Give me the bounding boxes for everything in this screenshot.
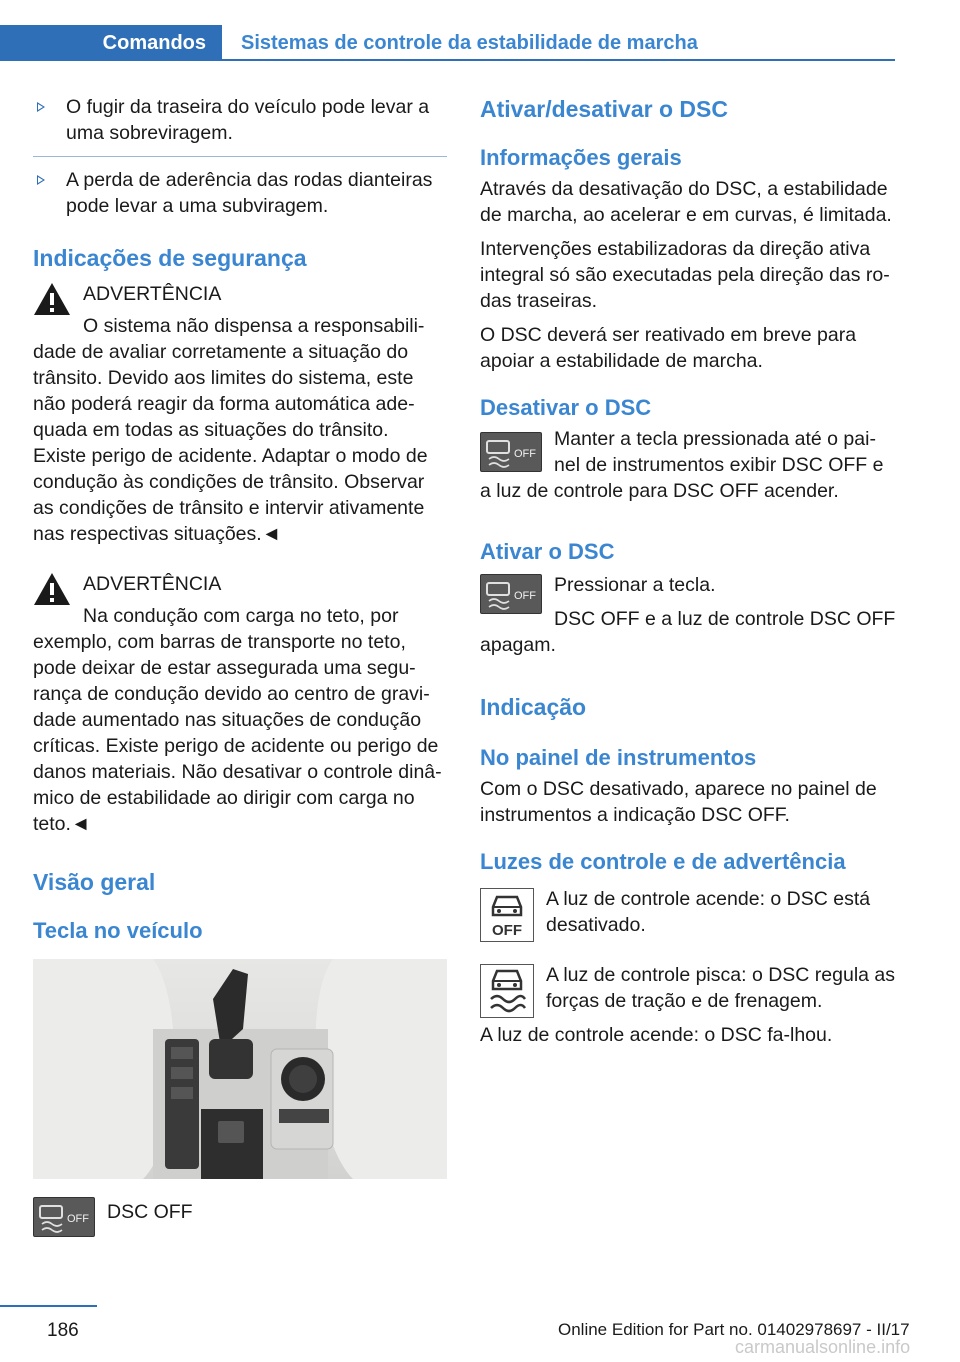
dsc-off-lamp-icon [480,888,534,942]
dsc-lamp-icon [480,964,534,1018]
watermark-text: carmanualsonline.info [735,1337,911,1357]
warning-text: Na condução com carga no teto, por exemplo, com barras de transporte no teto, pode deixar de estar assegurada uma segu‐rança de condução devido ao centro de gravi‐dade aumentado nas situações de condução críticas. Existe perigo de acidente ou perigo de danos materiais. Não desativar o controle dinâ‐mico de estabilidade ao dirigir com carga no teto.◄ [33,605,442,835]
light-row [480,962,896,1048]
warning-label: ADVERTÊNCIA [83,283,222,305]
key-off-label: OFF [514,448,536,460]
safety-heading: Indicações de segurança [33,245,307,271]
dsc-off-key-icon [33,1197,95,1237]
deactivate-text: Manter a tecla pressionada até o pai‐nel de instrumentos exibir DSC OFF e a luz de controle para DSC OFF acender. [480,428,884,502]
general-paragraph: Através da desativação do DSC, a estabilidade de marcha, ao acelerar e em curvas, é limitada. [480,178,892,226]
indication-heading: Indicação [480,694,587,720]
lights-heading: Luzes de controle e de advertência [480,849,846,874]
key-off-label: OFF [67,1213,89,1225]
bullet-text: A perda de aderência das rodas dianteiras pode levar a uma subviragem. [66,169,433,217]
light-text: A luz de controle acende: o DSC está desativado. [546,888,871,936]
warning-label: ADVERTÊNCIA [83,573,222,595]
left-column [33,94,447,1237]
triangle-bullet-icon [37,102,45,112]
key-caption-row [33,1195,447,1237]
divider [33,156,447,157]
right-column [480,94,896,1048]
bullet-text: O fugir da traseira do veículo pode levar a uma sobreviragem. [66,96,430,144]
chapter-tab: Comandos [0,25,222,61]
activate-text: Pressionar a tecla. [554,574,716,596]
warning-block [33,281,447,547]
edition-text: Online Edition for Part no. 01402978697 - II/17 [558,1320,910,1339]
warning-block [33,571,447,837]
general-heading: Informações gerais [480,145,682,170]
warning-triangle-icon [33,571,71,607]
section-title: Sistemas de controle da estabilidade de marcha [241,32,698,54]
panel-text: Com o DSC desativado, aparece no painel de instrumentos a indicação DSC OFF. [480,778,877,826]
dsc-off-key-icon [480,432,542,472]
light-text: A luz de controle pisca: o DSC regula as forças de tração e de frenagem. [546,964,896,1012]
lamp-off-label: OFF [492,922,522,939]
deactivate-row [480,426,896,504]
footer-line [0,1305,97,1307]
dsc-off-key-icon [480,574,542,614]
deactivate-heading: Desativar o DSC [480,395,652,420]
console-illustration [33,959,447,1179]
page-header [0,25,895,61]
center-console-photo [33,959,447,1179]
activate-row [480,572,896,658]
panel-heading: No painel de instrumentos [480,745,757,770]
light-row [480,886,896,942]
triangle-bullet-icon [37,175,45,185]
bullet-item [33,94,447,146]
general-paragraph: Intervenções estabilizadoras da direção ativa integral só são executadas pela direção das ro‐das traseiras. [480,238,890,312]
warning-text: O sistema não dispensa a responsabili‐dade de avaliar corretamente a situação do trânsito. Devido aos limites do sistema, este não poderá reagir da forma automática ade‐quada em todas as situações do trânsito. Existe perigo de acidente. Adaptar o modo de condução às condições de trânsito. Observar as condições de trânsito e intervir ativamente nas respectivas situações.◄ [33,315,428,545]
warning-triangle-icon [33,281,71,317]
key-caption: DSC OFF [107,1201,193,1223]
general-paragraph: O DSC deverá ser reativado em breve para apoiar a estabilidade de marcha. [480,324,857,372]
key-off-label: OFF [514,590,536,602]
key-heading: Tecla no veículo [33,918,203,943]
activate-text: DSC OFF e a luz de controle DSC OFF apagam. [480,608,896,656]
page-number: 186 [47,1320,79,1341]
light-text: A luz de controle acende: o DSC fa‐lhou. [480,1024,833,1046]
main-heading: Ativar/desativar o DSC [480,96,728,122]
bullet-item [33,167,447,219]
activate-heading: Ativar o DSC [480,539,615,564]
overview-heading: Visão geral [33,869,156,895]
